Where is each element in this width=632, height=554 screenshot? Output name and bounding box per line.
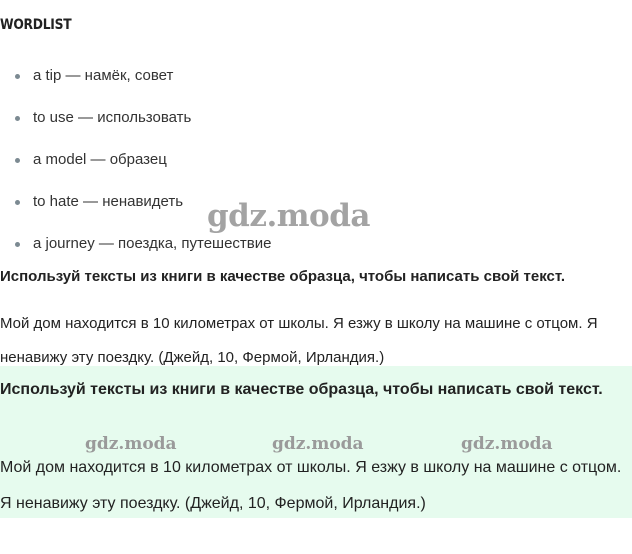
bullet-icon — [15, 200, 20, 205]
list-item — [0, 100, 272, 142]
task-title: Используй тексты из книги в качестве образца, чтобы написать свой текст. — [0, 268, 566, 285]
list-item — [0, 226, 272, 268]
wordlist-heading: WORDLIST — [0, 17, 72, 33]
word-entry: to hate — ненавидеть — [33, 193, 184, 210]
word-list — [0, 58, 272, 268]
answer-title: Используй тексты из книги в качестве образца, чтобы написать свой текст. — [0, 381, 603, 398]
list-item — [0, 184, 272, 226]
bullet-icon — [15, 74, 20, 79]
watermark-small: gdz.moda — [461, 434, 553, 454]
word-entry: a journey — поездка, путешествие — [33, 235, 272, 252]
answer-text: Мой дом находится в 10 километрах от школы. Я езжу в школу на машине с отцом. Я ненавижу эту поездку. (Джейд, 10, Фермой, Ирландия.) — [0, 459, 622, 512]
bullet-icon — [15, 242, 20, 247]
task-text: Мой дом находится в 10 километрах от школы. Я езжу в школу на машине с отцом. Я ненавижу эту поездку. (Джейд, 10, Фермой, Ирландия.) — [0, 315, 598, 366]
word-entry: a tip — намёк, совет — [33, 67, 174, 84]
list-item — [0, 58, 272, 100]
bullet-icon — [15, 158, 20, 163]
watermark-small: gdz.moda — [85, 434, 177, 454]
answer-box — [0, 366, 632, 518]
watermark-small: gdz.moda — [272, 434, 364, 454]
watermark-main: gdz.moda — [207, 198, 370, 234]
bullet-icon — [15, 116, 20, 121]
word-entry: to use — использовать — [33, 109, 192, 126]
list-item — [0, 142, 272, 184]
word-entry: a model — образец — [33, 151, 167, 168]
